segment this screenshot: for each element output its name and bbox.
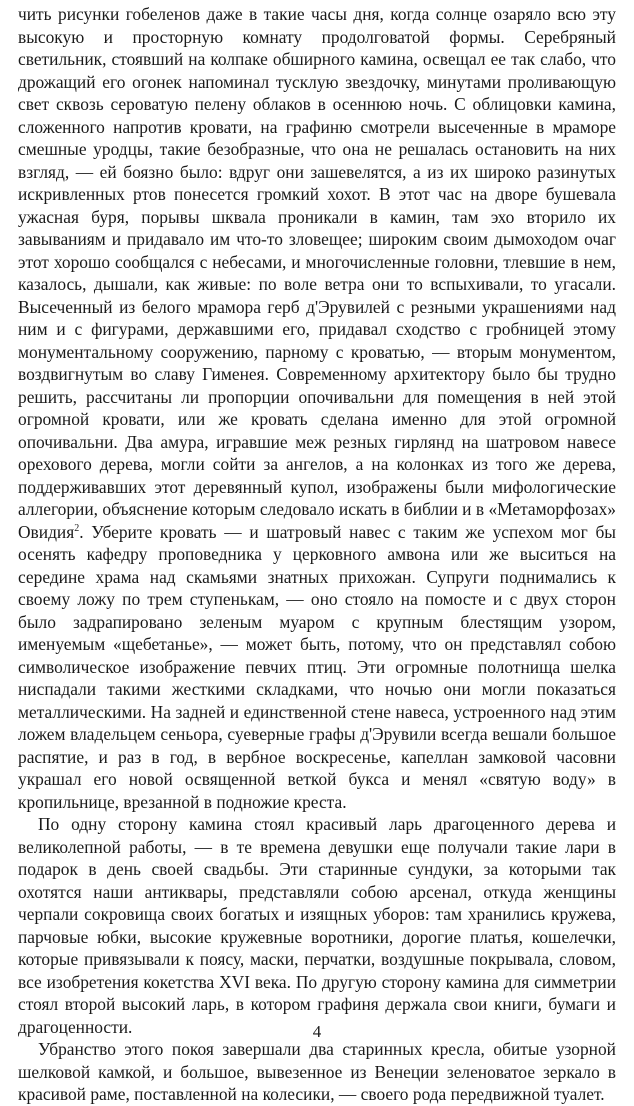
page-number: 4 bbox=[312, 1022, 322, 1041]
footnote-marker: 2 bbox=[74, 522, 80, 534]
paragraph-3: Убранство этого покоя завершали два старинных кресла, обитые узорной шелковой камкой, и большое, вывезенное из Венеции зеленоватое зеркало в красивой раме, поставленной на колесики, — своего рода передвижной туалет. bbox=[18, 1039, 616, 1104]
paragraph-1 bbox=[18, 3, 616, 813]
paragraph-2: По одну сторону камина стоял красивый ларь драгоценного дерева и великолепной работы, — в те времена девушки еще получали такие лари в подарок в день своей свадьбы. Эти старинные сундуки, за которыми так охотятся наши антиквары, представляли собою арсенал, откуда женщины черпали сокровища своих богатых и изящных уборов: там хранились кружева, парчовые юбки, высокие кружевные воротники, дорогие платья, кошелечки, которые привязывали к поясу, маски, перчатки, воздушные покрывала, словом, все изобретения кокетства XVI века. По другую сторону камина для симметрии стоял второй высокий ларь, в котором графиня держала свои книги, бумаги и драгоценности. bbox=[18, 814, 616, 1037]
paragraph-1-text-before: чить рисунки гобеленов даже в такие часы дня, когда солнце озаряло всю эту высокую и просторную комнату продолговатой формы. Серебряный светильник, стоявший на колпаке обширного камина, освещал ее так слабо, что дрожащий его огонек напоминал тусклую звездочку, минутами проливающую свет сквозь сероватую пелену облаков в осеннюю ночь. С облицовки камина, сложенного напротив кровати, на графиню смотрели высеченные в мраморе смешные уродцы, такие безобразные, что она не решалась остановить на них взгляд, — ей боязно было: вдруг они зашевелятся, а из их широко разинутых искривленных ртов понесется громкий хохот. В этот час на дворе бушевала ужасная буря, порывы шквала проникали в камин, там эхо вторило их завываниям и придавало им что-то зловещее; широким своим дымоходом очаг этот хорошо сообщался с небесами, и многочисленные головни, тлевшие в нем, казалось, дышали, как живые: по воле ветра они то вспыхивали, то угасали. Высеченный из белого мрамора герб д'Эрувилей с резными украшениями над ним и с фигурами, державшими его, придавал сходство с гробницей этому монументальному сооружению, парному с кроватью, — вторым монументом, воздвигнутым во славу Гименея. Современному архитектору было бы трудно решить, рассчитаны ли пропорции опочивальни для помещения в ней этой огромной кровати, или же кровать сделана именно для этой огромной опочивальни. Два амура, игравшие меж резных гирлянд на шатровом навесе орехового дерева, могли сойти за ангелов, а на колонках из того же дерева, поддерживавших этот деревянный купол, изображены были мифологические аллегории, объяснение которым следовало искать в библии и в «Метаморфозах» Овидия bbox=[18, 4, 616, 542]
paragraph-1-text-after: . Уберите кровать — и шатровый навес с таким же успехом мог бы осенять кафедру проповедника у церковного амвона или же выситься на середине храма над скамьями знатных прихожан. Супруги поднимались к своему ложу по трем ступенькам, — оно стояло на помосте и с двух сторон было задрапировано зеленым муаром с крупным блестящим узором, именуемым «щебетанье», — может быть, потому, что он представлял собою символическое изображение певчих птиц. Эти огромные полотнища шелка ниспадали такими жесткими складками, что ночью они могли показаться металлическими. На задней и единственной стене навеса, устроенного над этим ложем владельцем сеньора, суеверные графы д'Эрувили всегда вешали большое распятие, и раз в год, в вербное воскресенье, капеллан замковой часовни украшал его новой освященной веткой букса и менял «святую воду» в кропильнице, врезанной в подножие креста. bbox=[18, 521, 616, 812]
page-body bbox=[18, 3, 616, 1106]
